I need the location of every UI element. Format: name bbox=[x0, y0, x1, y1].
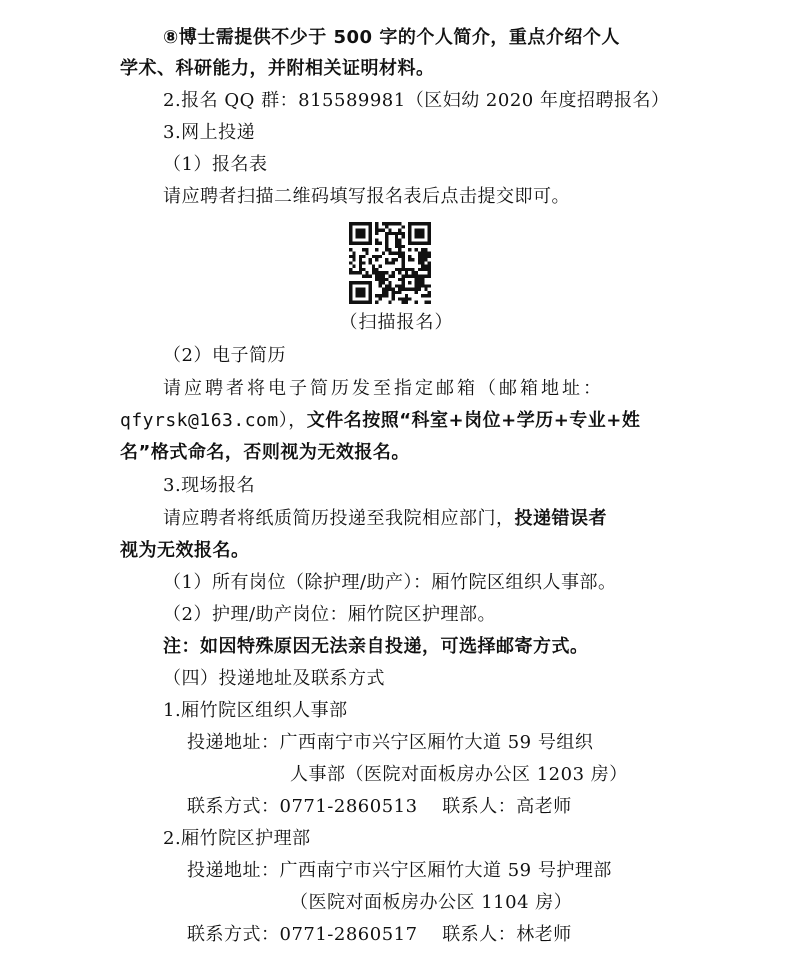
resume-heading: （2）电子简历 bbox=[163, 345, 286, 366]
qr-code-icon[interactable] bbox=[349, 222, 431, 304]
online-submission-heading: 3.网上投递 bbox=[163, 122, 256, 143]
onsite-instruction-line-1 bbox=[163, 507, 607, 531]
file-naming-rule-end: 名”格式命名，否则视为无效报名。 bbox=[120, 442, 410, 463]
email-instruction-line-2 bbox=[120, 409, 640, 433]
hr-dept-heading: 1.厢竹院区组织人事部 bbox=[163, 700, 348, 721]
mail-note: 注：如因特殊原因无法亲自投递，可选择邮寄方式。 bbox=[163, 636, 589, 657]
doctor-requirement-line-2: 学术、科研能力，并附相关证明材料。 bbox=[120, 58, 435, 79]
nursing-contact-line: 联系方式：0771-2860517 联系人：林老师 bbox=[187, 924, 572, 945]
nursing-address-line-2: （医院对面板房办公区 1104 房） bbox=[290, 892, 573, 913]
onsite-instruction-text: 请应聘者将纸质简历投递至我院相应部门， bbox=[163, 508, 515, 529]
nursing-dept-heading: 2.厢竹院区护理部 bbox=[163, 828, 311, 849]
hr-address-line-1: 投递地址：广西南宁市兴宁区厢竹大道 59 号组织 bbox=[187, 732, 594, 753]
registration-form-heading: （1）报名表 bbox=[163, 154, 268, 175]
nursing-positions-line: （2）护理/助产岗位：厢竹院区护理部。 bbox=[163, 604, 497, 625]
doctor-requirement-line-1: ⑧博士需提供不少于 500 字的个人简介，重点介绍个人 bbox=[163, 27, 620, 48]
nursing-address-line-1: 投递地址：广西南宁市兴宁区厢竹大道 59 号护理部 bbox=[187, 860, 612, 881]
qr-caption: （扫描报名） bbox=[339, 312, 454, 333]
all-positions-line: （1）所有岗位（除护理/助产）：厢竹院区组织人事部。 bbox=[163, 572, 617, 593]
qq-group-line: 2.报名 QQ 群：815589981（区妇幼 2020 年度招聘报名） bbox=[163, 90, 670, 111]
email-instruction-line-1: 请应聘者将电子简历发至指定邮箱（邮箱地址： bbox=[163, 378, 604, 399]
onsite-warning: 投递错误者 bbox=[514, 508, 607, 529]
hr-contact-line: 联系方式：0771-2860513 联系人：高老师 bbox=[187, 796, 572, 817]
onsite-heading: 3.现场报名 bbox=[163, 475, 256, 496]
hr-address-line-2: 人事部（医院对面板房办公区 1203 房） bbox=[290, 764, 628, 785]
scan-instruction: 请应聘者扫描二维码填写报名表后点击提交即可。 bbox=[163, 186, 570, 207]
email-address[interactable]: qfyrsk@163.com bbox=[120, 410, 279, 431]
onsite-warning-end: 视为无效报名。 bbox=[120, 540, 250, 561]
file-naming-rule: 文件名按照“科室+岗位+学历+专业+姓 bbox=[306, 410, 641, 431]
email-instruction-punct: ）， bbox=[278, 410, 307, 431]
address-section-heading: （四）投递地址及联系方式 bbox=[163, 668, 385, 689]
